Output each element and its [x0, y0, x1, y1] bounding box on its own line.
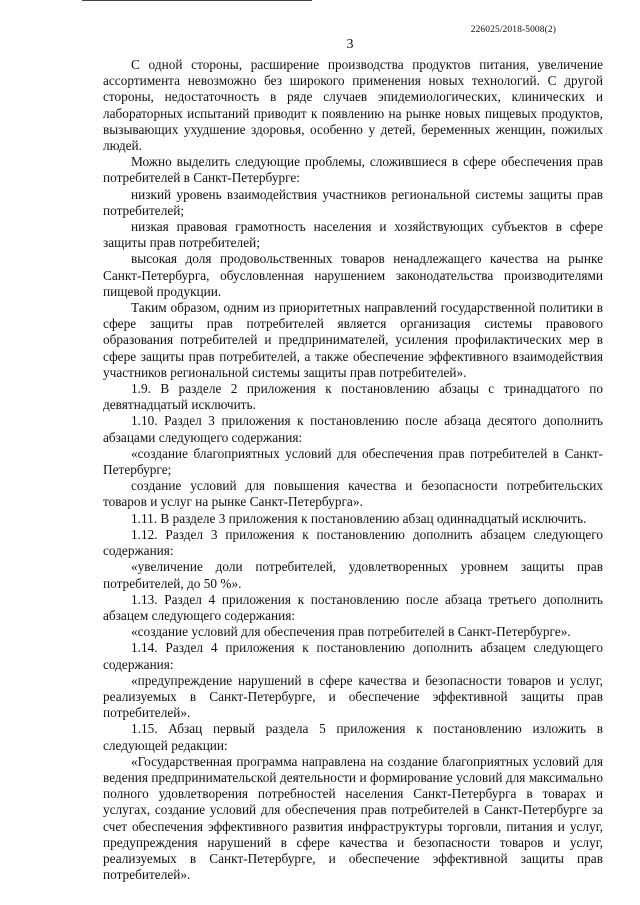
paragraph-quote-1-10b: создание условий для повышения качества и безопасности потребительских товаров и услуг на рынке Санкт-Петербурга».: [103, 478, 603, 510]
paragraph-problems-heading: Можно выделить следующие проблемы, сложившиеся в сфере обеспечения прав потребителей в Санкт-Петербурге:: [103, 154, 603, 186]
top-rule: [82, 0, 312, 1]
paragraph-item-1-14: 1.14. Раздел 4 приложения к постановлению дополнить абзацем следующего содержания:: [103, 640, 603, 672]
paragraph-quote-1-14: «предупреждение нарушений в сфере качества и безопасности товаров и услуг, реализуемых в Санкт-Петербурге, и обеспечение эффективной защиты прав потребителей».: [103, 672, 603, 721]
paragraph-quote-1-15: «Государственная программа направлена на создание благоприятных условий для ведения предпринимательской деятельности и формирование условий для максимально полного удовлетворения потребностей населения Санкт-Петербурга в товарах и услугах, создание условий для обеспечения прав потребителей в Санкт-Петербурге за счет обеспечения эффективного развития инфраструктуры торговли, питания и услуг, предупреждения нарушений в сфере качества и безопасности товаров и услуг, реализуемых в Санкт-Петербурге, и обеспечение эффективной защиты прав потребителей».: [103, 753, 603, 883]
paragraph-item-1-13: 1.13. Раздел 4 приложения к постановлению после абзаца третьего дополнить абзацем следующего содержания:: [103, 591, 603, 623]
paragraph-quote-1-13: «создание условий для обеспечения прав потребителей в Санкт-Петербурге».: [131, 624, 571, 640]
paragraph-problem-2: низкая правовая грамотность населения и хозяйствующих субъектов в сфере защиты прав потребителей;: [103, 219, 603, 251]
document-body: [103, 57, 603, 883]
paragraph-quote-1-10a: «создание благоприятных условий для обеспечения прав потребителей в Санкт-Петербурге;: [103, 445, 603, 478]
document-number: 226025/2018-5008(2): [470, 25, 556, 35]
paragraph-problem-1: низкий уровень взаимодействия участников региональной системы защиты прав потребителей;: [103, 186, 603, 218]
page-number: 3: [346, 37, 354, 52]
paragraph-intro: С одной стороны, расширение производства продуктов питания, увеличение ассортимента невозможно без широкого применения новых технологий. С другой стороны, недостаточность в ряде случаев эпидемиологических, клинических и лабораторных испытаний приводит к появлению на рынке новых пищевых продуктов, вызывающих ухудшение здоровья, особенно у детей, беременных женщин, пожилых людей.: [103, 57, 603, 154]
paragraph-quote-1-12: «увеличение доли потребителей, удовлетворенных уровнем защиты прав потребителей, до 50 %».: [103, 559, 603, 591]
paragraph-item-1-9: 1.9. В разделе 2 приложения к постановлению абзацы с тринадцатого по девятнадцатый исключить.: [103, 381, 603, 413]
paragraph-item-1-12: 1.12. Раздел 3 приложения к постановлению дополнить абзацем следующего содержания:: [103, 526, 603, 559]
paragraph-item-1-10: 1.10. Раздел 3 приложения к постановлению после абзаца десятого дополнить абзацами следующего содержания:: [103, 413, 603, 445]
paragraph-problem-3: высокая доля продовольственных товаров ненадлежащего качества на рынке Санкт-Петербурга, обусловленная нарушением законодательства производителями пищевой продукции.: [103, 251, 603, 299]
paragraph-item-1-11: 1.11. В разделе 3 приложения к постановлению абзац одиннадцатый исключить.: [131, 510, 587, 526]
paragraph-item-1-15: 1.15. Абзац первый раздела 5 приложения к постановлению изложить в следующей редакции:: [103, 721, 603, 753]
paragraph-conclusion: Таким образом, одним из приоритетных направлений государственной политики в сфере защиты прав потребителей является организация системы правового образования потребителей и предпринимателей, усиления профилактических мер в сфере защиты прав потребителей, а также обеспечение эффективного взаимодействия участников региональной системы защиты прав потребителей».: [103, 300, 603, 380]
